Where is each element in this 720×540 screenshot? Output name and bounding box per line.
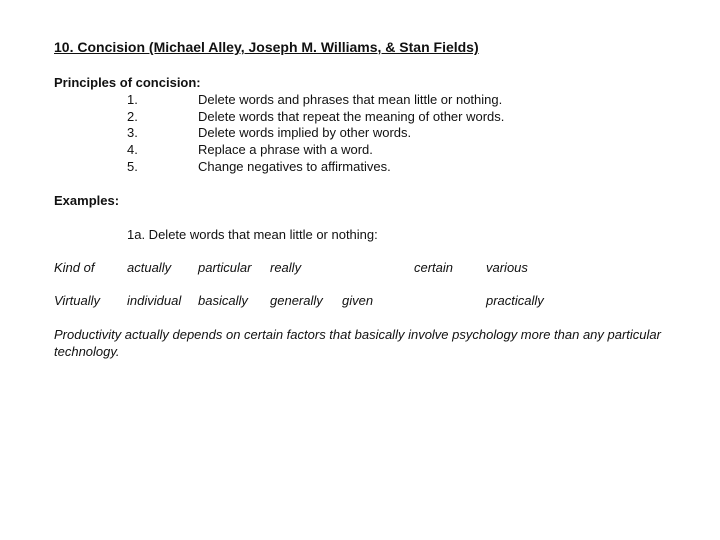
page-title: 10. Concision (Michael Alley, Joseph M. Williams, & Stan Fields): [54, 39, 479, 55]
word-basically: basically: [198, 293, 248, 308]
examples-subheading: 1a. Delete words that mean little or nothing:: [127, 227, 378, 242]
principle-4-text: Replace a phrase with a word.: [198, 142, 373, 157]
principle-5-text: Change negatives to affirmatives.: [198, 159, 391, 174]
principle-5-number: 5.: [127, 159, 138, 174]
principles-heading: Principles of concision:: [54, 75, 201, 90]
principle-3-number: 3.: [127, 125, 138, 140]
word-kind-of: Kind of: [54, 260, 95, 275]
word-actually: actually: [127, 260, 172, 275]
word-virtually: Virtually: [54, 293, 101, 308]
word-individual: individual: [127, 293, 182, 308]
examples-heading: Examples:: [54, 193, 120, 208]
word-generally: generally: [270, 293, 323, 308]
principle-4-number: 4.: [127, 142, 138, 157]
principle-3-text: Delete words implied by other words.: [198, 125, 412, 140]
principle-2-text: Delete words that repeat the meaning of other words.: [198, 109, 505, 124]
example-sentence: Productivity actually depends on certain factors that basically involve psychology more than any particular technology.: [54, 327, 661, 359]
word-really: really: [270, 260, 302, 275]
word-practically: practically: [486, 293, 544, 308]
word-certain: certain: [414, 260, 454, 275]
principle-2-number: 2.: [127, 109, 138, 124]
word-particular: particular: [198, 260, 252, 275]
word-given: given: [342, 293, 374, 308]
principle-1-text: Delete words and phrases that mean little or nothing.: [198, 92, 503, 107]
principle-1-number: 1.: [127, 92, 138, 107]
word-various: various: [486, 260, 528, 275]
